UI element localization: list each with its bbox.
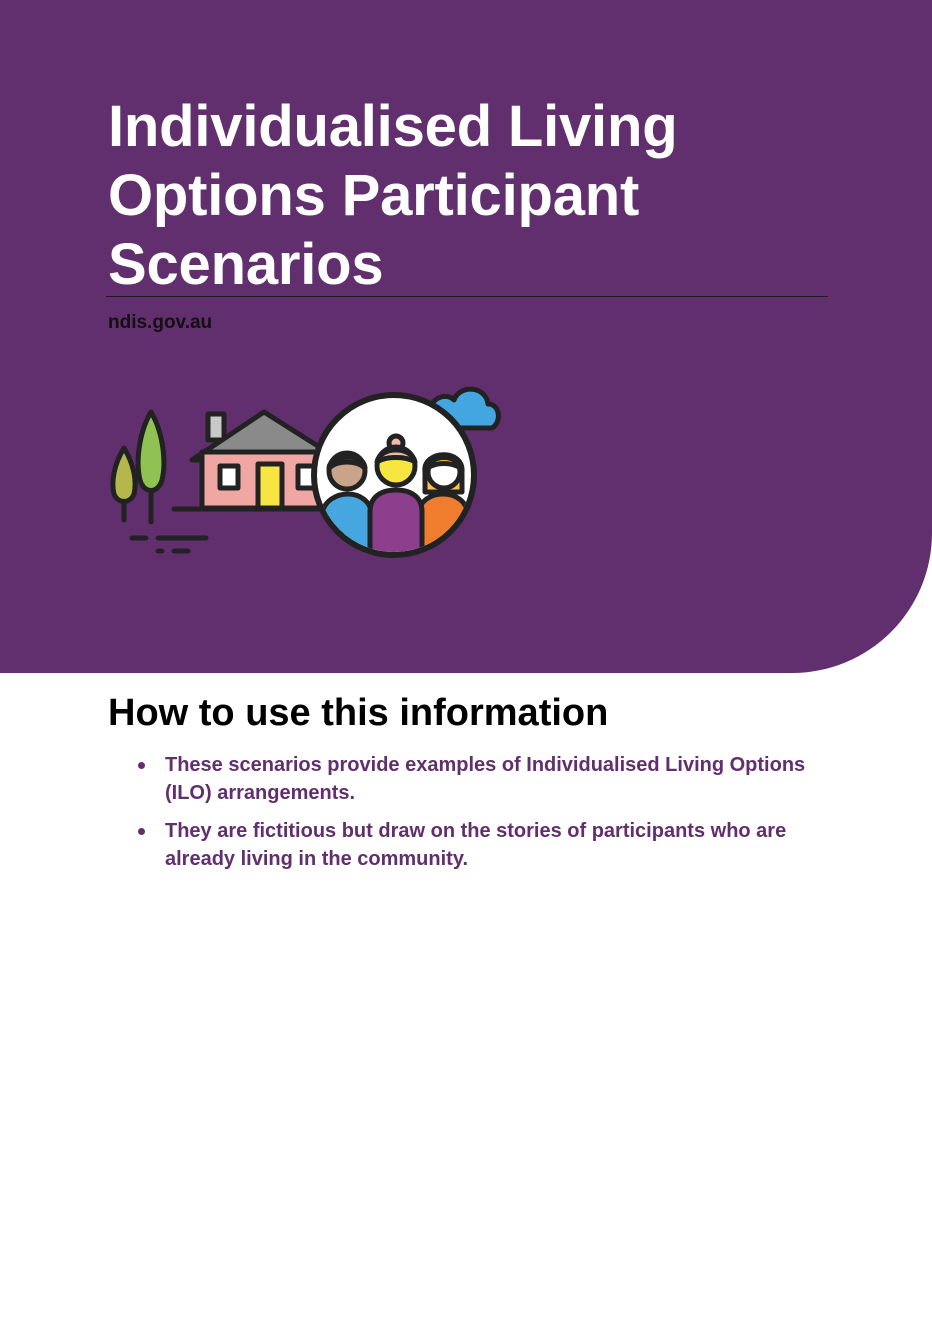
list-item-text: These scenarios provide examples of Individualised Living Options (ILO) arrangements. (165, 754, 806, 804)
title-divider (106, 296, 828, 297)
list-item (136, 817, 836, 873)
people-icon (314, 395, 474, 560)
bullet-dot-icon (138, 762, 145, 769)
list-item-text: They are fictitious but draw on the stories of participants who are already living in the community. (165, 820, 787, 870)
trees-icon (113, 412, 164, 522)
bullet-dot-icon (138, 828, 145, 835)
website-url: ndis.gov.au (108, 312, 213, 333)
section-heading: How to use this information (108, 692, 609, 734)
document-title: Individualised Living Options Participant Scenarios (108, 94, 678, 297)
house-and-people-icon (100, 372, 510, 567)
list-item (136, 751, 836, 807)
bullet-list (136, 751, 836, 883)
